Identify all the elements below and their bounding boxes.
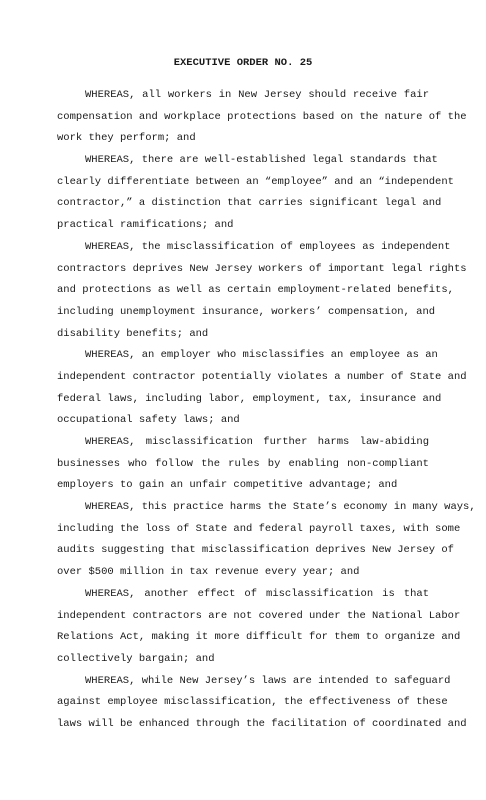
text-line: independent contractors are not covered under the National Labor [57,609,461,622]
text-line: including the loss of State and federal payroll taxes, with some [57,522,461,535]
text-line: WHEREAS, misclassification further harms law-abiding [85,436,429,448]
text-line: over $500 million in tax revenue every year; and [57,566,360,579]
text-line: WHEREAS, another effect of misclassification is that [85,587,429,600]
text-line: contractors deprives New Jersey workers of important legal rights [57,262,467,275]
paragraph-5 [57,435,429,500]
text-line: occupational safety laws; and [57,414,240,427]
document-body [57,88,476,739]
text-line: employers to gain an unfair competitive advantage; and [57,479,398,492]
text-line: contractor,” a distinction that carries significant legal and [57,197,442,210]
text-line: WHEREAS, all workers in New Jersey should receive fair [85,89,429,101]
paragraph-1 [57,88,467,153]
text-line: audits suggesting that misclassification deprives New Jersey of [57,544,454,557]
paragraph-7 [57,587,461,674]
paragraph-4 [57,348,467,435]
paragraph-6 [57,500,476,587]
text-line: WHEREAS, the misclassification of employees as independent [85,240,451,253]
text-line: compensation and workplace protections based on the nature of the [57,110,467,123]
text-line: and protections as well as certain employment-related benefits, [57,284,454,297]
text-line: WHEREAS, an employer who misclassifies an employee as an [85,349,438,362]
text-line: disability benefits; and [57,327,209,340]
document-title: EXECUTIVE ORDER NO. 25 [173,57,313,69]
text-line: independent contractor potentially violates a number of State and [57,370,467,383]
text-line: including unemployment insurance, workers’ compensation, and [57,305,436,318]
text-line: clearly differentiate between an “employee” and an “independent [57,175,454,188]
text-line: work they perform; and [57,132,196,145]
text-line: against employee misclassification, the effectiveness of these [57,696,448,709]
paragraph-2 [57,153,454,240]
text-line: Relations Act, making it more difficult for them to organize and [57,631,461,644]
text-line: practical ramifications; and [57,219,234,232]
text-line: WHEREAS, while New Jersey’s laws are intended to safeguard [85,674,451,687]
text-line: laws will be enhanced through the facilitation of coordinated and [57,717,467,730]
text-line: WHEREAS, there are well-established legal standards that [85,154,438,167]
text-line: businesses who follow the rules by enabling non-compliant [57,457,429,470]
paragraph-3 [57,240,467,348]
text-line: federal laws, including labor, employment, tax, insurance and [57,392,442,405]
text-line: collectively bargain; and [57,652,215,665]
paragraph-8 [57,674,467,739]
text-line: WHEREAS, this practice harms the State’s economy in many ways, [85,501,476,514]
